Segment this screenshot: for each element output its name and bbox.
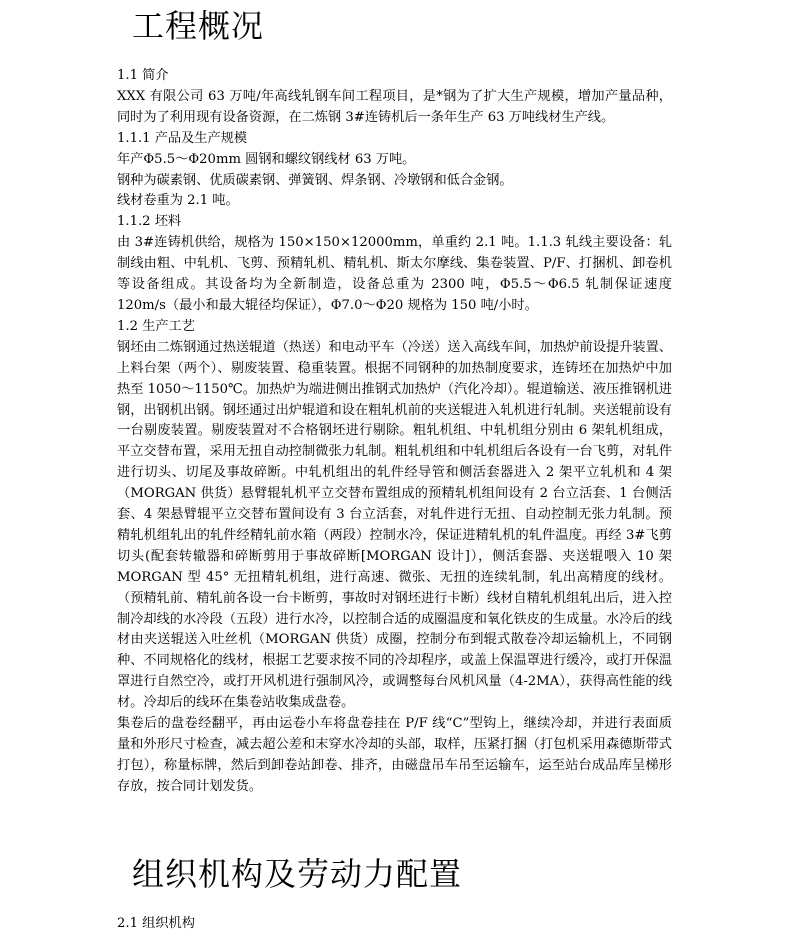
intro-paragraph: XXX 有限公司 63 万吨/年高线轧钢车间工程项目，是*钢为了扩大生产规模，增加产量品种，同时为了利用现有设备资源，在二炼钢 3#连铸机后一条年生产 63 万吨线材生产线。 <box>117 88 672 125</box>
section-2-1-title: 2.1 组织机构 <box>117 916 195 931</box>
heading-organization-labor: 组织机构及劳动力配置 <box>132 855 463 893</box>
coil-handling-paragraph: 集卷后的盘卷经翻平，再由运卷小车将盘卷挂在 P/F 线“C”型钩上，继续冷却，并进行表面质量和外形尺寸检查，减去超公差和末穿水冷却的头部，取样，压紧打捆（打包机采用森德斯带式打包），称量标牌，然后到卸卷站卸卷、排齐，由磁盘吊车吊至运输车，运至站台成品库呈梯形存放，按合同计划发货。 <box>117 716 672 794</box>
steel-types-line: 钢种为碳素钢、优质碳素钢、弹簧钢、焊条钢、冷墩钢和低合金钢。 <box>117 172 513 188</box>
section-body <box>117 66 672 798</box>
coil-weight-line: 线材卷重为 2.1 吨。 <box>117 193 239 209</box>
process-paragraph: 钢坯由二炼钢通过热送辊道（热送）和电动平车（冷送）送入高线车间，加热炉前设提升装置、上料台架（两个）、剔废装置、稳重装置。根据不同钢种的加热制度要求，连铸坯在加热炉中加热至 1050～1150℃。加热炉为端进侧出推钢式加热炉（汽化冷却）。辊道输送、液压推钢机进钢，出钢机出钢。钢坯通过出炉辊道和设在粗轧机前的夹送辊进入轧机进行轧制。夹送辊前设有一台剔废装置。剔废装置对不合格钢坯进行剔除。粗轧机组、中轧机组分别由 6 架轧机组成，平立交替布置，采用无扭自动控制微张力轧制。粗轧机组和中轧机组后各设有一台飞剪，对轧件进行切头、切尾及事故碎断。中轧机组出的轧件经导管和侧活套器进入 2 架平立轧机和 4 架（MORGAN 供货）悬臂辊轧机平立交替布置组成的预精轧机组间设有 2 台立活套、1 台侧活套、4 架悬臂辊平立交替布置间设有 3 台立活套，对轧件进行无扭、自动控制无张力轧制。预精轧机组轧出的轧件经精轧前水箱（两段）控制水冷，保证进精轧机的轧件温度。再经 3#飞剪切头(配套转辙器和碎断剪用于事故碎断[MORGAN 设计]），侧活套器、夹送辊喂入 10 架 MORGAN 型 45° 无扭精轧机组，进行高速、微张、无扭的连续轧制，轧出高精度的线材。（预精轧前、精轧前各设一台卡断剪，事故时对钢坯进行卡断）线材自精轧机组轧出后，进入控制冷却线的水冷段（五段）进行水冷，以控制合适的成圈温度和氧化铁皮的生成量。水冷后的线材由夹送辊送入吐丝机（MORGAN 供货）成圈，控制分布到辊式散卷冷却运输机上，不同钢种、不同规格化的线材，根据工艺要求按不同的冷却程序，或盖上保温罩进行缓冷，或打开保温罩进行自然空冷，或打开风机进行强制风冷，或调整每台风机风量（4-2MA），获得高性能的线材。冷却后的线环在集卷站收集成盘卷。 <box>117 339 672 711</box>
section-1-2-title: 1.2 生产工艺 <box>117 318 195 334</box>
billet-paragraph: 由 3#连铸机供给，规格为 150×150×12000mm，单重约 2.1 吨。1.1.3 轧线主要设备：轧制线由粗、中轧机、飞剪、预精轧机、精轧机、斯太尔摩线、集卷装置、P/F、打捆机、卸卷机等设备组成。其设备均为全新制造，设备总重为 2300 吨，Φ5.5～Φ6.5 轧制保证速度 120m/s（最小和最大辊径均保证），Φ7.0～Φ20 规格为 150 吨/小时。 <box>117 235 672 313</box>
product-line: 年产Φ5.5～Φ20mm 圆钢和螺纹钢线材 63 万吨。 <box>117 151 416 167</box>
section-1-1-1-title: 1.1.1 产品及生产规模 <box>117 130 248 146</box>
section-1-1-title: 1.1 简介 <box>117 68 169 83</box>
section-1-1-2-title: 1.1.2 坯料 <box>117 214 182 230</box>
heading-project-overview: 工程概况 <box>132 7 265 45</box>
